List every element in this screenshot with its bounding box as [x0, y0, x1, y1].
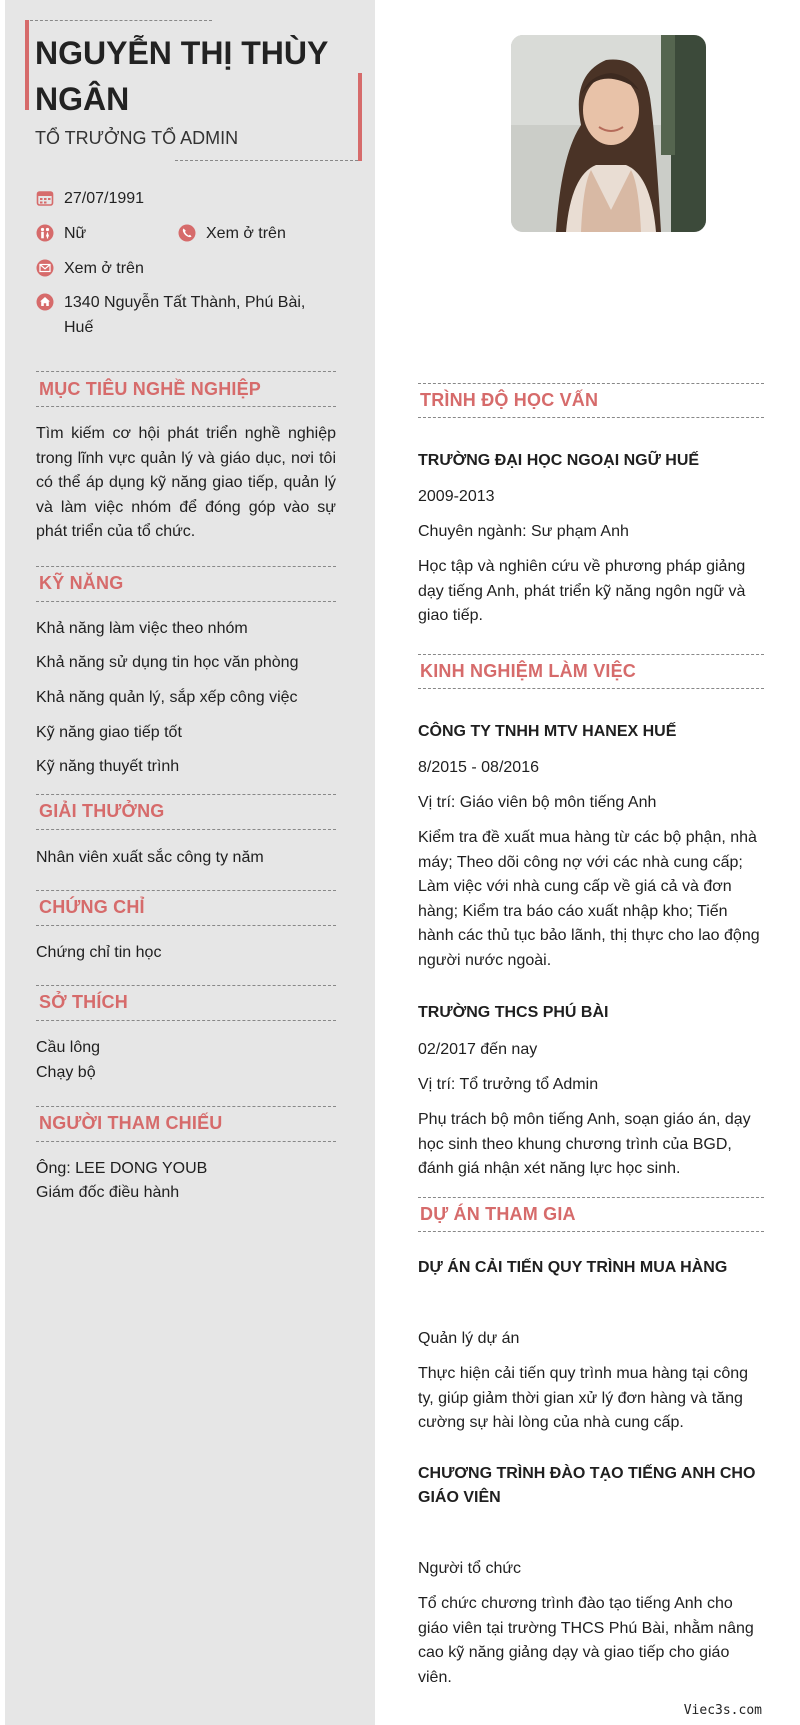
skills-bottom-dashes	[36, 601, 336, 602]
birthday-value: 27/07/1991	[64, 190, 145, 207]
references-bottom-dashes	[36, 1141, 336, 1142]
profile-photo	[511, 35, 706, 232]
reference-name: Ông: LEE DONG YOUB	[36, 1160, 208, 1177]
hobbies-bottom-dashes	[36, 1020, 336, 1021]
objective-bottom-dashes	[36, 406, 336, 407]
header-right-bar	[358, 73, 362, 161]
skill-item: Kỹ năng thuyết trình	[36, 758, 180, 775]
education-top-dashes	[418, 383, 764, 384]
gender-icon	[36, 224, 54, 242]
candidate-name: NGUYỄN THỊ THÙY NGÂN	[35, 35, 328, 117]
certificates-top-dashes	[36, 890, 336, 891]
address-row	[36, 290, 336, 340]
reference-role: Giám đốc điều hành	[36, 1184, 180, 1201]
email-icon	[36, 259, 54, 277]
skill-item: Khả năng quản lý, sắp xếp công việc	[36, 689, 298, 706]
skill-item: Khả năng sử dụng tin học văn phòng	[36, 654, 299, 671]
hobby-item: Chạy bộ	[36, 1064, 96, 1081]
project-name: CHƯƠNG TRÌNH ĐÀO TẠO TIẾNG ANH CHO GIÁO VIÊN	[418, 1465, 756, 1506]
hobby-item: Cầu lông	[36, 1039, 101, 1056]
awards-heading: GIẢI THƯỞNG	[39, 801, 165, 821]
education-school: TRƯỜNG ĐẠI HỌC NGOẠI NGỮ HUẾ	[418, 452, 700, 469]
skills-heading: KỸ NĂNG	[39, 573, 124, 593]
references-heading: NGƯỜI THAM CHIẾU	[39, 1113, 223, 1133]
header-bottom-dashes	[175, 160, 358, 161]
job-company: CÔNG TY TNHH MTV HANEX HUẾ	[418, 723, 677, 740]
phone-icon	[178, 224, 196, 242]
phone-row	[178, 221, 286, 246]
objective-text: Tìm kiếm cơ hội phát triển nghề nghiệp trong lĩnh vực quản lý và giáo dục, nơi tôi có thể áp dụng kỹ năng giao tiếp, quản lý và làm việc nhóm để đóng góp vào sự phát triển của tổ chức.	[36, 425, 336, 540]
phone-value: Xem ở trên	[206, 225, 286, 242]
project-name: DỰ ÁN CẢI TIẾN QUY TRÌNH MUA HÀNG	[418, 1259, 728, 1276]
skill-item: Khả năng làm việc theo nhóm	[36, 620, 248, 637]
project-role: Người tổ chức	[418, 1560, 522, 1577]
email-value: Xem ở trên	[64, 260, 144, 277]
portrait-image	[511, 35, 706, 232]
certificates-heading: CHỨNG CHỈ	[39, 897, 145, 917]
projects-bottom-dashes	[418, 1231, 764, 1232]
job-period: 02/2017 đến nay	[418, 1041, 538, 1058]
education-major: Chuyên ngành: Sư phạm Anh	[418, 523, 629, 540]
objective-top-dashes	[36, 371, 336, 372]
education-bottom-dashes	[418, 417, 764, 418]
references-top-dashes	[36, 1106, 336, 1107]
job-company: TRƯỜNG THCS PHÚ BÀI	[418, 1004, 609, 1021]
hobbies-heading: SỞ THÍCH	[39, 992, 128, 1012]
email-row	[36, 256, 144, 281]
experience-bottom-dashes	[418, 688, 764, 689]
project-description: Thực hiện cải tiến quy trình mua hàng tại công ty, giúp giảm thời gian xử lý đơn hàng và tăng cường sự hài lòng của nhà cung cấp.	[418, 1365, 749, 1431]
home-icon	[36, 293, 54, 311]
experience-top-dashes	[418, 654, 764, 655]
education-description: Học tập và nghiên cứu về phương pháp giảng dạy tiếng Anh, phát triển kỹ năng ngôn ngữ và giao tiếp.	[418, 558, 746, 624]
skills-top-dashes	[36, 566, 336, 567]
education-period: 2009-2013	[418, 488, 495, 505]
skill-item: Kỹ năng giao tiếp tốt	[36, 724, 182, 741]
birthday-row	[36, 186, 144, 211]
job-period: 8/2015 - 08/2016	[418, 759, 539, 776]
objective-heading: MỤC TIÊU NGHỀ NGHIỆP	[39, 379, 262, 399]
project-description: Tổ chức chương trình đào tạo tiếng Anh cho giáo viên tại trường THCS Phú Bài, nhằm nâng cao kỹ năng giảng dạy và giao tiếp cho giáo viên.	[418, 1595, 754, 1686]
project-role: Quản lý dự án	[418, 1330, 520, 1347]
award-item: Nhân viên xuất sắc công ty năm	[36, 849, 264, 866]
address-value: 1340 Nguyễn Tất Thành, Phú Bài, Huế	[64, 294, 306, 336]
certificates-bottom-dashes	[36, 925, 336, 926]
header-left-bar	[25, 20, 29, 110]
education-heading: TRÌNH ĐỘ HỌC VẤN	[420, 390, 599, 410]
gender-row	[36, 221, 86, 246]
header-top-dashes	[30, 20, 212, 21]
candidate-title: TỔ TRƯỞNG TỔ ADMIN	[35, 128, 239, 148]
job-description: Phụ trách bộ môn tiếng Anh, soạn giáo án, dạy học sinh theo khung chương trình của BGD, đánh giá nhận xét năng lực học sinh.	[418, 1111, 751, 1177]
watermark: Viec3s.com	[683, 1703, 762, 1718]
awards-top-dashes	[36, 794, 336, 795]
experience-heading: KINH NGHIỆM LÀM VIỆC	[420, 661, 637, 681]
hobbies-top-dashes	[36, 985, 336, 986]
job-position: Vị trí: Tổ trưởng tổ Admin	[418, 1076, 599, 1093]
projects-heading: DỰ ÁN THAM GIA	[420, 1204, 576, 1224]
certificate-item: Chứng chỉ tin học	[36, 944, 162, 961]
job-description: Kiểm tra đề xuất mua hàng từ các bộ phận, nhà máy; Theo dõi công nợ với các nhà cung cấp; Làm việc với nhà cung cấp về giá cả và đơn hàng; Kiểm tra báo cáo xuất nhập kho; Tiến hành các thủ tục bảo lãnh, thị thực cho lao động người nước ngoài.	[418, 829, 760, 969]
calendar-icon	[36, 189, 54, 207]
gender-value: Nữ	[64, 225, 87, 242]
awards-bottom-dashes	[36, 829, 336, 830]
projects-top-dashes	[418, 1197, 764, 1198]
job-position: Vị trí: Giáo viên bộ môn tiếng Anh	[418, 794, 657, 811]
